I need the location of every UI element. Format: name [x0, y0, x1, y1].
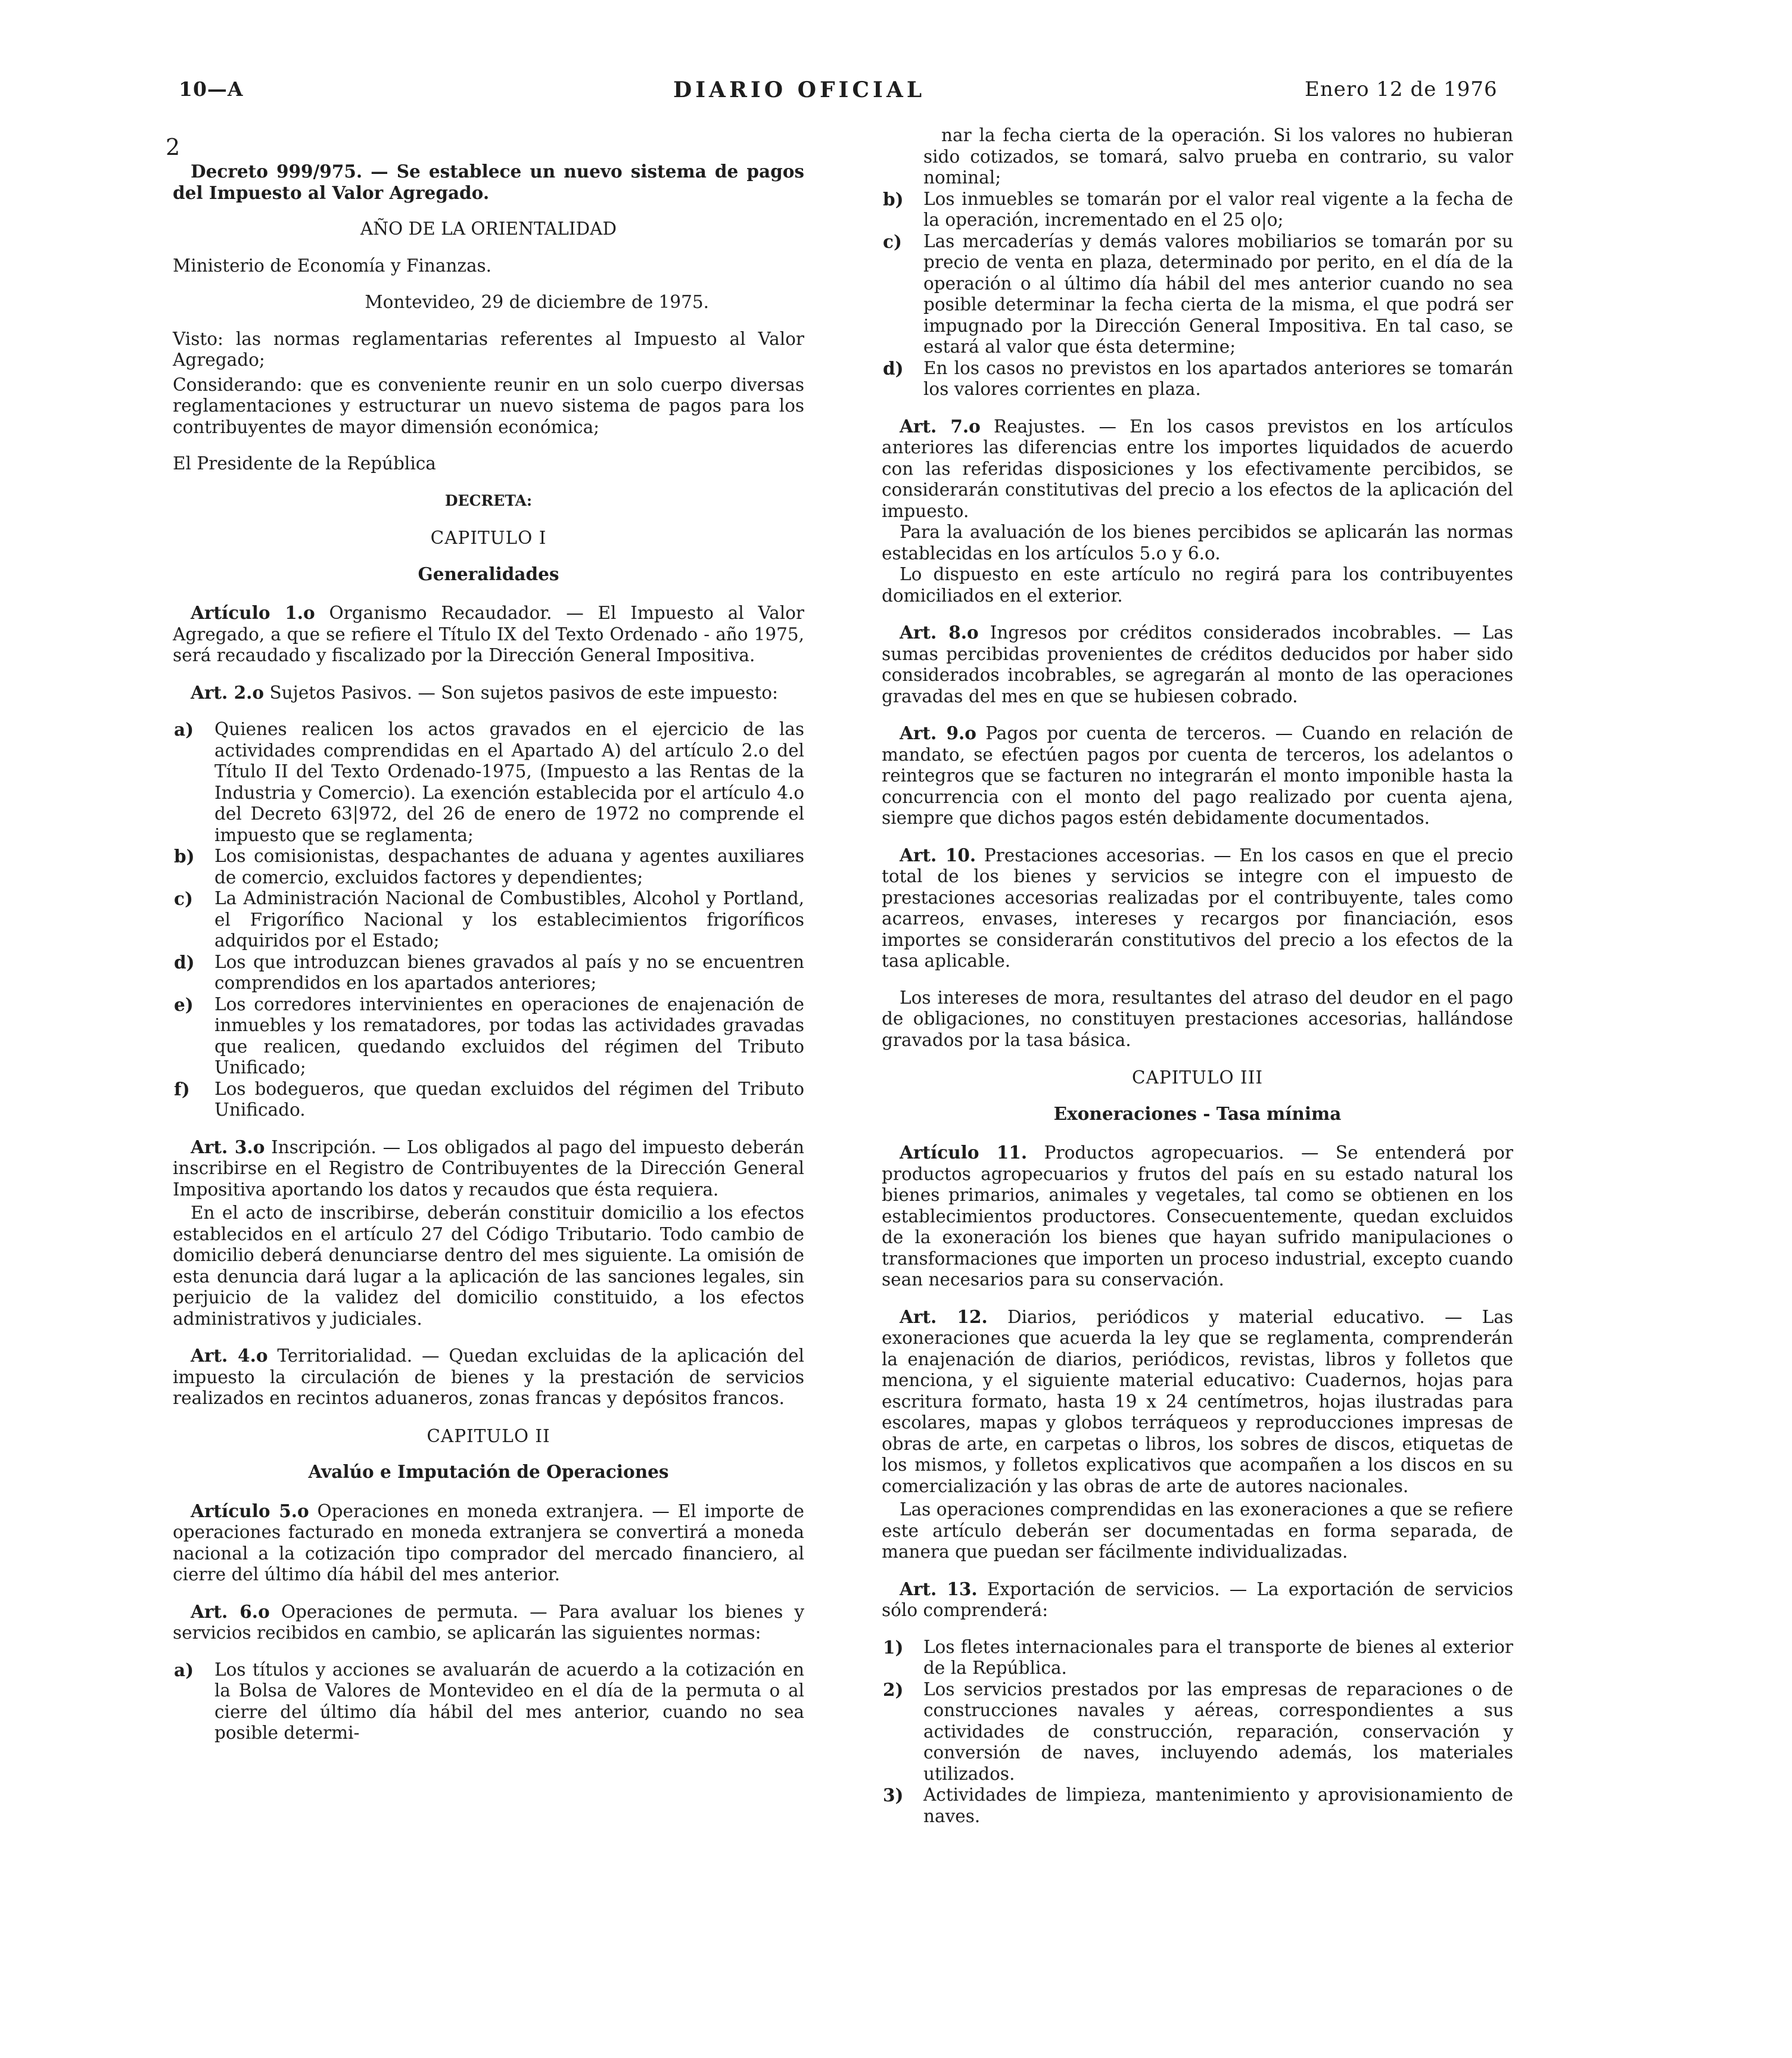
chapter-3: CAPITULO III [1131, 1067, 1264, 1088]
article-4-title: Art. 4.o [191, 1345, 268, 1366]
article-4-text: Territorialidad. — Quedan excluidas de la aplicación del impuesto la circulación de bienes y la prestación de servicios realizados en recintos aduaneros, zonas francas y depósitos francos. [173, 1346, 804, 1408]
article-12-title: Art. 12. [900, 1306, 988, 1327]
article-7 [882, 416, 1513, 522]
article-12 [882, 1306, 1513, 1497]
article-9-title: Art. 9.o [900, 723, 976, 743]
list-item: c) Las mercaderías y demás valores mobiliarios se tomarán por su precio de venta en plaza, determinado por perito, en el día de la operación o al último día hábil del mes anterior cuando no sea posible determinar la fecha cierta de la misma, el que podrá ser impugnado por la Dirección General Impositiva. En tal caso, se estará al valor que ésta determine; [883, 231, 1513, 357]
issue-date: Enero 12 de 1976 [1305, 77, 1498, 101]
article-3 [173, 1137, 804, 1201]
article-6-list-continued [882, 189, 1513, 400]
article-12-paragraph-2: Las operaciones comprendidas en las exoneraciones a que se refiere este artículo deberán ser documentadas en forma separada, de manera que puedan ser fácilmente individualizadas. [882, 1499, 1513, 1562]
article-6-title: Art. 6.o [191, 1601, 270, 1622]
article-10-title: Art. 10. [900, 844, 976, 865]
article-3-text: Inscripción. — Los obligados al pago del impuesto deberán inscribirse en el Registro de Contribuyentes de la Dirección General Impositiva aportando los datos y recaudos que ésta requiera. [173, 1137, 804, 1200]
article-1-title: Artículo 1.o [191, 602, 315, 623]
article-9 [882, 723, 1513, 829]
article-10-paragraph-2: Los intereses de mora, resultantes del atraso del deudor en el pago de obligaciones, no constituyen prestaciones accesorias, hallándose gravados por la tasa básica. [882, 987, 1513, 1050]
article-8-text: Ingresos por créditos considerados incobrables. — Las sumas percibidas provenientes de créditos deducidos por haber sido considerados incobrables, se agregarán al monto de las operaciones gravadas del mes en que se hubiesen cobrado. [882, 622, 1513, 706]
article-6-text: Operaciones de permuta. — Para avaluar los bienes y servicios recibidos en cambio, se aplicarán las siguientes normas: [173, 1601, 804, 1643]
list-item: 2) Los servicios prestados por las empresas de reparaciones o de construcciones navales y aéreas, correspondientes a sus actividades de construcción, reparación, conservación y conversión de naves, incluyendo además, los materiales utilizados. [883, 1679, 1513, 1784]
article-13-title: Art. 13. [900, 1578, 978, 1599]
right-column [882, 125, 1513, 1842]
article-2 [173, 682, 804, 704]
article-9-text: Pagos por cuenta de terceros. — Cuando en relación de mandato, se efectúen pagos por cuenta de terceros, los adelantos o reintegros que se facturen no integrarán el monto imponible hasta la concurrencia con el monto del pago realizado por cuenta ajena, siempre que dichos pagos estén debidamente documentados. [882, 723, 1513, 828]
considerando: Considerando: que es conveniente reunir en un solo cuerpo diversas reglamentaciones y estructurar un nuevo sistema de pagos para los contribuyentes de mayor dimensión económica; [173, 374, 804, 437]
list-item: b) Los comisionistas, despachantes de aduana y agentes auxiliares de comercio, excluidos factores y dependientes; [174, 846, 804, 888]
page-number: 10—A [179, 77, 244, 101]
list-item: c) La Administración Nacional de Combustibles, Alcohol y Portland, el Frigorífico Nacional y los establecimientos frigoríficos adquiridos por el Estado; [174, 888, 804, 951]
article-6 [173, 1601, 804, 1644]
article-11-title: Artículo 11. [900, 1142, 1028, 1163]
list-item: f) Los bodegueros, que quedan excluidos del régimen del Tributo Unificado. [174, 1078, 804, 1120]
ministry: Ministerio de Economía y Finanzas. [173, 255, 492, 276]
list-item: b) Los inmuebles se tomarán por el valor real vigente a la fecha de la operación, incrementado en el 25 o|o; [883, 188, 1513, 230]
article-13-list [882, 1637, 1513, 1827]
list-item: a) Los títulos y acciones se avaluarán de acuerdo a la cotización en la Bolsa de Valores de Montevideo en el día de la permuta o al cierre del último día hábil del mes anterior, cuando no sea posible determi- [174, 1659, 804, 1743]
chapter-1: CAPITULO I [430, 528, 547, 548]
presidente: El Presidente de la República [173, 453, 436, 474]
article-7-paragraph-3: Lo dispuesto en este artículo no regirá para los contribuyentes domiciliados en el exterior. [882, 564, 1513, 606]
chapter-3-subtitle: Exoneraciones - Tasa mínima [1053, 1103, 1342, 1124]
article-7-paragraph-2: Para la avaluación de los bienes percibidos se aplicarán las normas establecidas en los artículos 5.o y 6.o. [882, 522, 1513, 563]
place-date: Montevideo, 29 de diciembre de 1975. [365, 292, 709, 312]
article-5-title: Artículo 5.o [191, 1500, 309, 1521]
article-4 [173, 1345, 804, 1409]
chapter-1-subtitle: Generalidades [418, 563, 559, 584]
list-item: a) Quienes realicen los actos gravados en el ejercicio de las actividades comprendidas en el Apartado A) del artículo 2.o del Título II del Texto Ordenado-1975, (Impuesto a las Rentas de la Industria y Comercio). La exención establecida por el artículo 4.o del Decreto 63|972, del 26 de enero de 1972 no comprende el impuesto que se reglamenta; [174, 719, 804, 845]
article-8 [882, 622, 1513, 707]
year-motto: AÑO DE LA ORIENTALIDAD [360, 219, 617, 239]
chapter-2: CAPITULO II [427, 1425, 550, 1446]
article-12-text: Diarios, periódicos y material educativo. — Las exoneraciones que acuerda la ley que se reglamenta, comprenderán la enajenación de diarios, periódicos, revistas, libros y folletos que menciona, y el siguiente material educativo: Cuadernos, hojas para escritura formato, hasta 19 x 24 centímetros, hojas ilustradas para escolares, mapas y globos terráqueos y reproducciones impresas de obras de arte, en carpetas o libros, los sobres de discos, etiquetas de los mismos, y folletos explicativos que acompañen a los discos en su comercialización y las obras de arte de autores nacionales. [882, 1306, 1513, 1496]
article-10 [882, 845, 1513, 972]
article-7-text: Reajustes. — En los casos previstos en los artículos anteriores las diferencias entre los importes liquidados de acuerdo con las referidas disposiciones y los efectivamente percibidos, se considerarán constitutivas del precio a los efectos de la aplicación del impuesto. [882, 416, 1513, 521]
article-2-title: Art. 2.o [191, 681, 265, 703]
article-6-continuation: nar la fecha cierta de la operación. Si los valores no hubieran sido cotizados, se tomará, salvo prueba en contrario, su valor nominal; [923, 125, 1513, 188]
list-item: d) En los casos no previstos en los apartados anteriores se tomarán los valores corrientes en plaza. [883, 357, 1513, 399]
decreta: DECRETA: [444, 491, 533, 509]
article-1 [173, 602, 804, 667]
article-2-list [173, 719, 804, 1121]
article-8-title: Art. 8.o [900, 622, 979, 643]
publication-title: DIARIO OFICIAL [673, 77, 926, 102]
list-item: d) Los que introduzcan bienes gravados al país y no se encuentren comprendidos en los apartados anteriores; [174, 951, 804, 993]
article-5-text: Operaciones en moneda extranjera. — El importe de operaciones facturado en moneda extranjera se convertirá a moneda nacional a la cotización tipo comprador del mercado financiero, al cierre del último día hábil del mes anterior. [173, 1500, 804, 1584]
list-item: e) Los corredores intervinientes en operaciones de enajenación de inmuebles y los rematadores, por todas las actividades gravadas que realicen, quedando excluidos del régimen del Tributo Unificado; [174, 994, 804, 1078]
article-13-text: Exportación de servicios. — La exportación de servicios sólo comprenderá: [882, 1578, 1513, 1620]
article-7-title: Art. 7.o [900, 415, 981, 437]
article-6-list [173, 1660, 804, 1744]
decree-title: Decreto 999/975. — Se establece un nuevo sistema de pagos del Impuesto al Valor Agregado. [173, 161, 804, 203]
chapter-2-subtitle: Avalúo e Imputación de Operaciones [308, 1461, 669, 1482]
handwritten-mark: 2 [166, 134, 181, 160]
left-column [173, 125, 804, 1760]
article-2-text: Sujetos Pasivos. — Son sujetos pasivos de este impuesto: [269, 682, 778, 703]
list-item: 3) Actividades de limpieza, mantenimiento y aprovisionamiento de naves. [883, 1785, 1513, 1826]
article-1-text: Organismo Recaudador. — El Impuesto al Valor Agregado, a que se refiere el Título IX del Texto Ordenado - año 1975, será recaudado y fiscalizado por la Dirección General Impositiva. [173, 603, 804, 665]
article-11 [882, 1142, 1513, 1291]
article-3-paragraph-2: En el acto de inscribirse, deberán constituir domicilio a los efectos establecidos en el artículo 27 del Código Tributario. Todo cambio de domicilio deberá denunciarse dentro del mes siguiente. La omisión de esta denuncia dará lugar a la aplicación de las sanciones legales, sin perjuicio de la validez del domicilio constituido, a los efectos administrativos y judiciales. [173, 1203, 804, 1329]
article-13 [882, 1578, 1513, 1621]
article-11-text: Productos agropecuarios. — Se entenderá por productos agropecuarios y frutos del país en su estado natural los bienes primarios, animales y vegetales, tal como se obtienen en los establecimientos productores. Consecuentemente, quedan excluidos de la exoneración los bienes que hayan sufrido manipulaciones o transformaciones que importen un proceso industrial, excepto cuando sean necesarios para su conservación. [882, 1142, 1513, 1290]
article-10-text: Prestaciones accesorias. — En los casos en que el precio total de los bienes y servicios se integre con el impuesto de prestaciones accesorias realizadas por el contribuyente, tales como acarreos, envases, intereses y recargos por financiación, esos importes se considerarán constitutivos del precio a los efectos de la tasa aplicable. [882, 845, 1513, 971]
article-3-title: Art. 3.o [191, 1136, 265, 1157]
list-item: 1) Los fletes internacionales para el transporte de bienes al exterior de la República. [883, 1636, 1513, 1678]
visto: Visto: las normas reglamentarias referentes al Impuesto al Valor Agregado; [173, 328, 804, 370]
article-5 [173, 1500, 804, 1586]
